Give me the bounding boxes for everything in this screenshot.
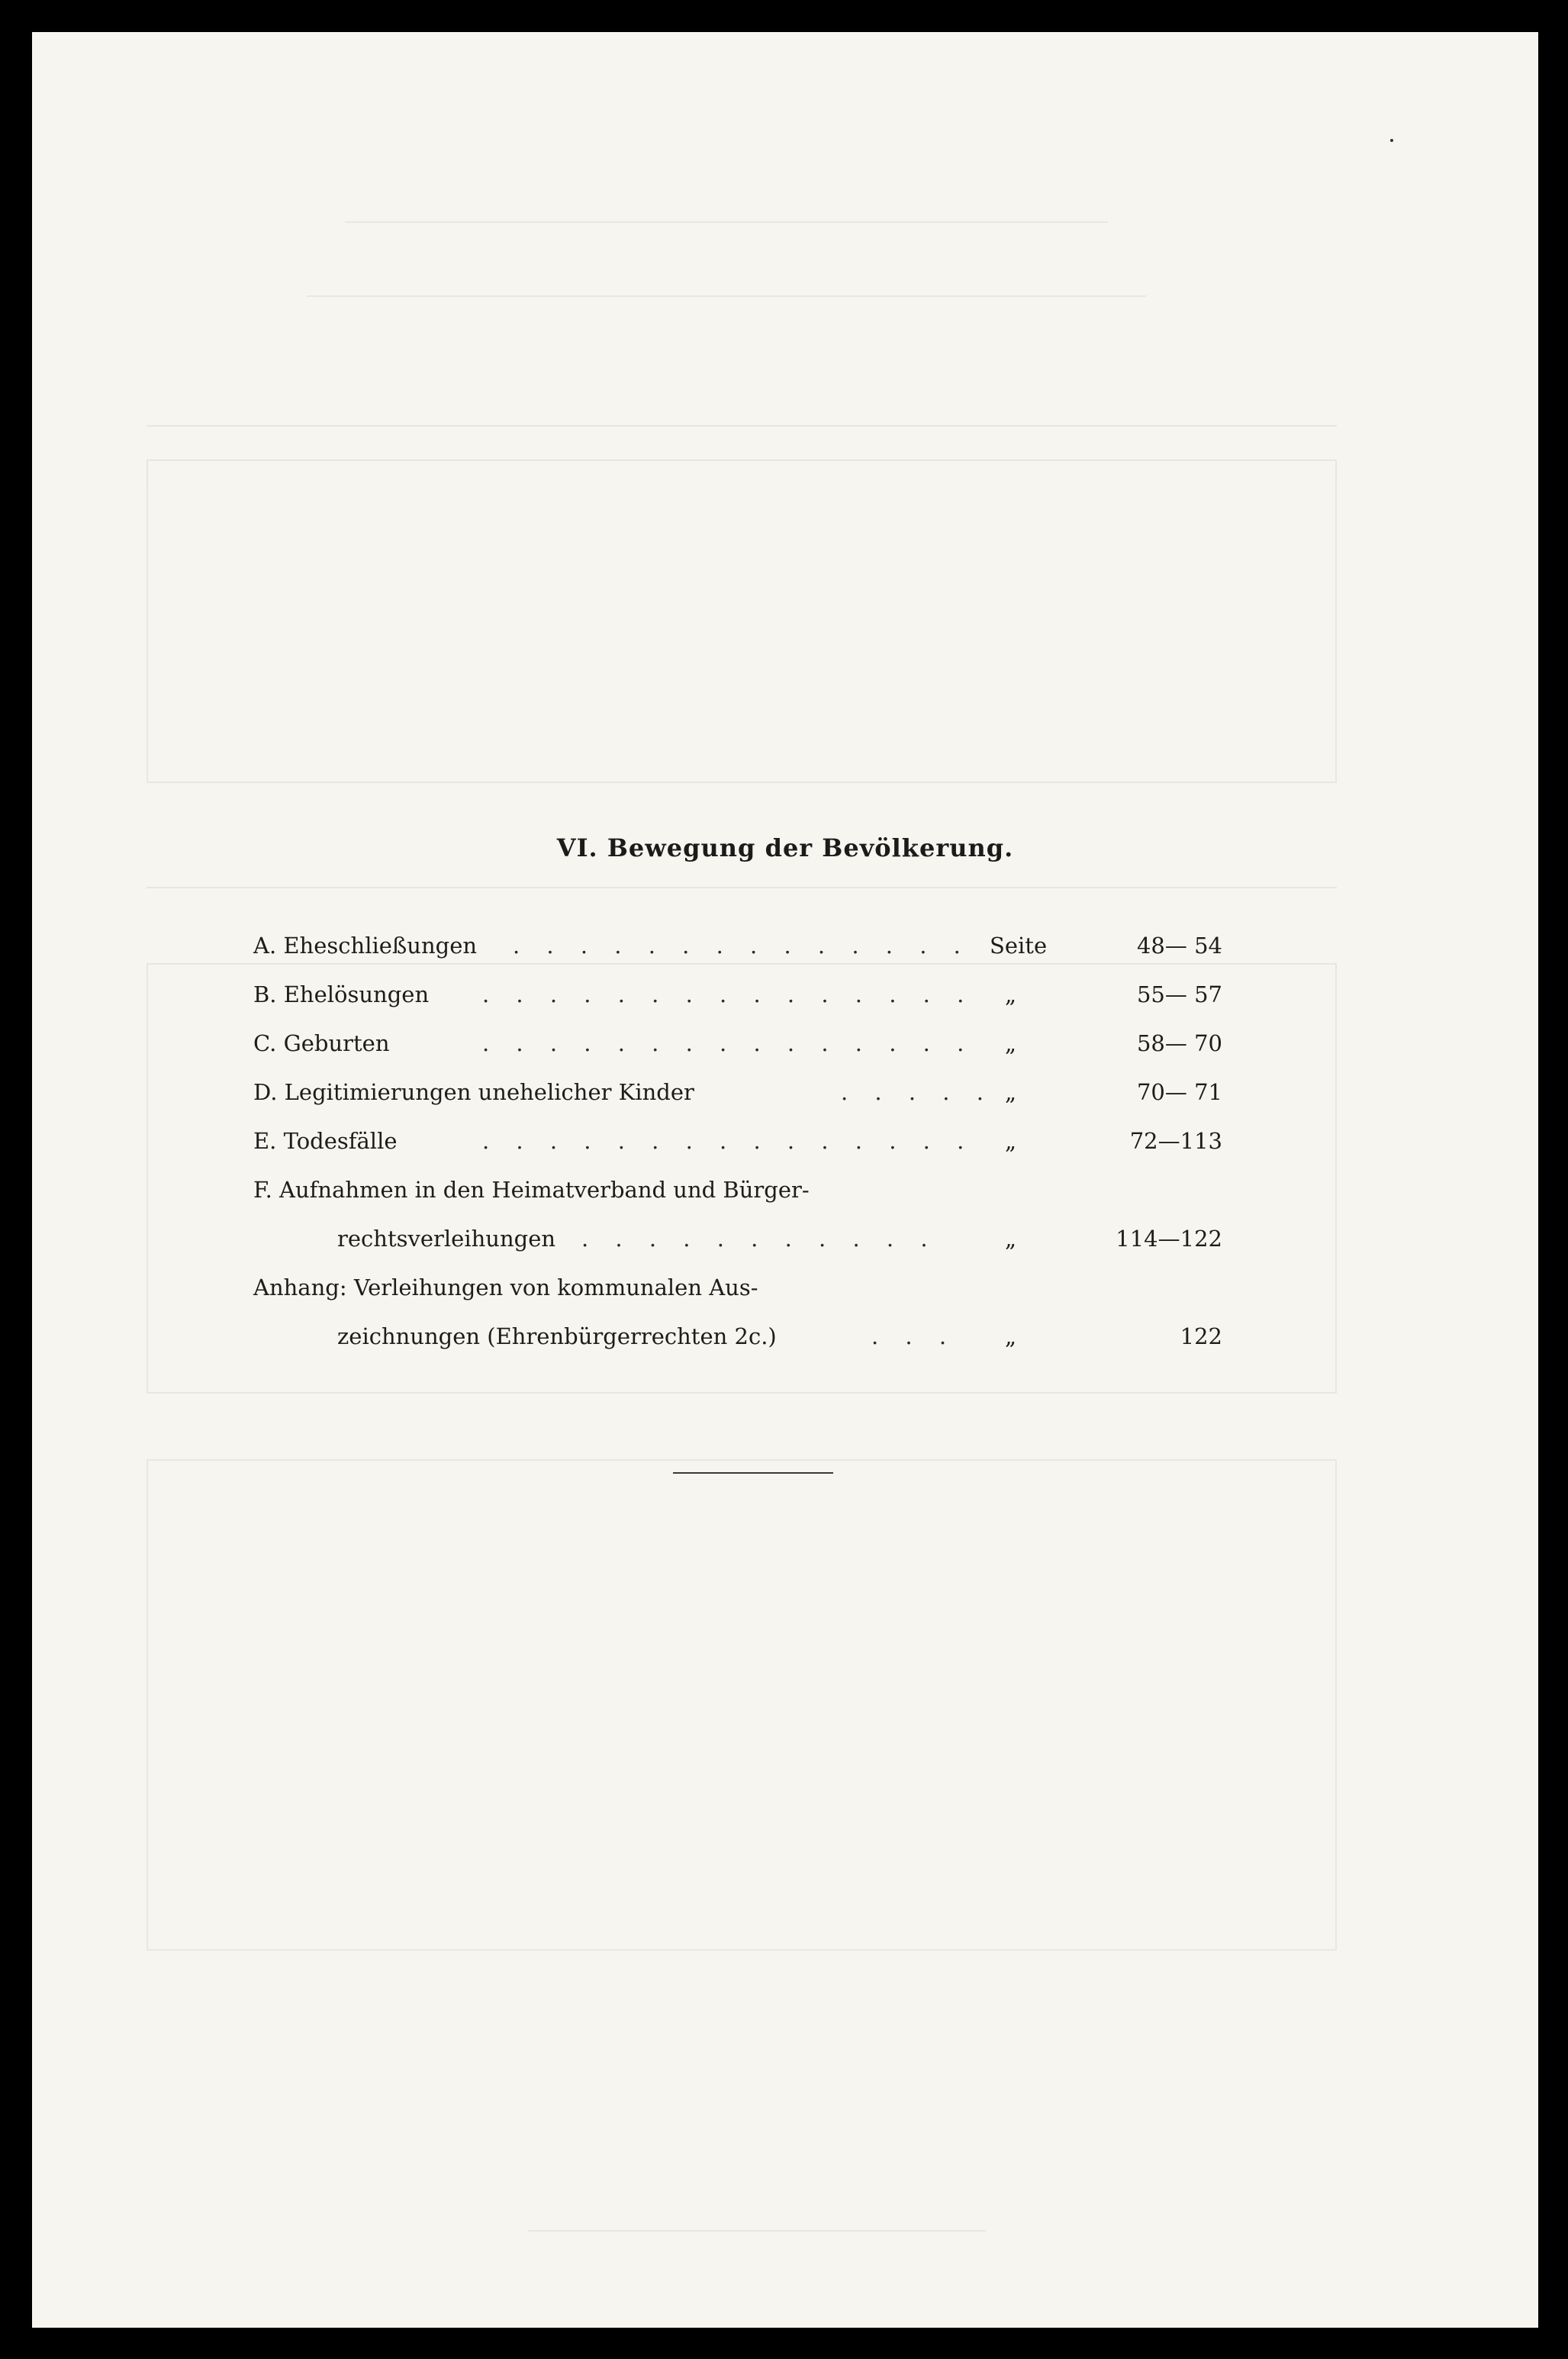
toc-label: A. Eheschließungen (253, 933, 478, 959)
toc-label: Anhang: Verleihungen von kommunalen Aus- (253, 1275, 758, 1300)
toc-entry-f (253, 1177, 1222, 1226)
toc-leader-dots: . . . . . (841, 1079, 993, 1105)
toc-label: zeichnungen (Ehrenbürgerrechten 2c.) (337, 1323, 777, 1349)
toc-leader-dots: . . . . . . . . . . . . . . . (482, 981, 974, 1007)
table-of-contents (253, 933, 1222, 1372)
toc-page-marker: „ (1005, 1030, 1017, 1056)
ink-speck (1390, 139, 1393, 142)
toc-label: rechtsverleihungen (337, 1226, 556, 1252)
toc-entry-d (253, 1079, 1222, 1128)
toc-entry-f-continued (253, 1226, 1222, 1275)
toc-label: F. Aufnahmen in den Heimatverband und Bürger- (253, 1177, 810, 1203)
toc-entry-appendix (253, 1275, 1222, 1323)
toc-page-range: 122 (1180, 1323, 1222, 1349)
toc-leader-dots: . . . . . . . . . . . . . . . (482, 1128, 974, 1154)
toc-page-marker: Seite (990, 933, 1048, 959)
toc-leader-dots: . . . . . . . . . . . . . . (513, 933, 971, 959)
closing-rule (673, 1472, 833, 1474)
toc-leader-dots: . . . (871, 1323, 957, 1349)
toc-page-marker: „ (1005, 1079, 1017, 1105)
toc-label: E. Todesfälle (253, 1128, 398, 1154)
toc-label: C. Geburten (253, 1030, 390, 1056)
toc-page-range: 55— 57 (1136, 981, 1222, 1007)
toc-page-range: 114—122 (1116, 1226, 1222, 1252)
toc-page-marker: „ (1005, 1323, 1017, 1349)
toc-page-marker: „ (1005, 1226, 1017, 1252)
toc-leader-dots: . . . . . . . . . . . (581, 1226, 938, 1252)
section-heading: VI. Bewegung der Bevölkerung. (556, 833, 1014, 862)
toc-entry-a (253, 933, 1222, 981)
toc-page-range: 58— 70 (1136, 1030, 1222, 1056)
toc-page-range: 70— 71 (1136, 1079, 1222, 1105)
toc-page-marker: „ (1005, 981, 1017, 1007)
toc-label: B. Ehelösungen (253, 981, 430, 1007)
toc-entry-c (253, 1030, 1222, 1079)
toc-entry-e (253, 1128, 1222, 1177)
toc-leader-dots: . . . . . . . . . . . . . . . (482, 1030, 974, 1056)
toc-page-range: 72—113 (1129, 1128, 1222, 1154)
toc-page-range: 48— 54 (1136, 933, 1222, 959)
toc-entry-b (253, 981, 1222, 1030)
toc-entry-appendix-continued (253, 1323, 1222, 1372)
toc-page-marker: „ (1005, 1128, 1017, 1154)
page (32, 32, 1538, 2328)
toc-label: D. Legitimierungen unehelicher Kinder (253, 1079, 694, 1105)
